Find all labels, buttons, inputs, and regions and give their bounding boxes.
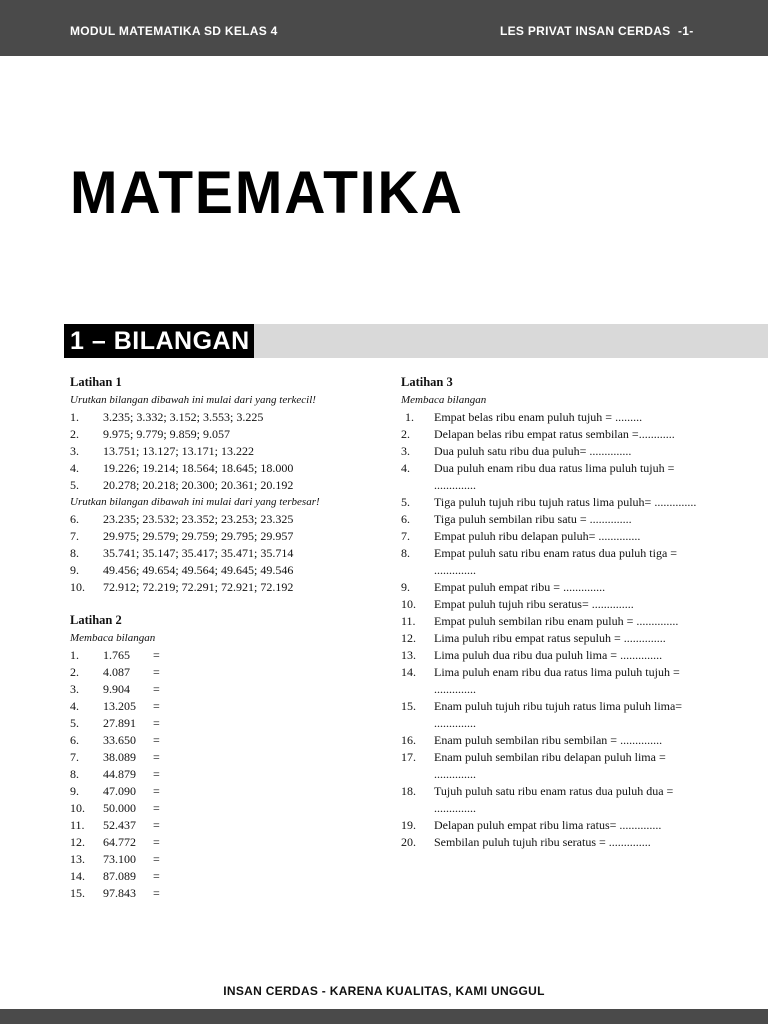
item-text: Empat puluh empat ribu = .............. <box>434 580 606 594</box>
list-item <box>401 426 701 443</box>
item-number: 19. <box>401 818 416 832</box>
item-value: 47.090 <box>103 784 136 798</box>
item-value: 87.089 <box>103 869 136 883</box>
list-item <box>70 426 390 443</box>
item-number: 3. <box>70 444 79 458</box>
list-item <box>401 664 701 698</box>
item-number: 10. <box>70 801 85 815</box>
list-item <box>401 528 701 545</box>
list-item <box>401 460 701 494</box>
item-number: 8. <box>70 767 79 781</box>
list-item <box>70 868 390 885</box>
item-number: 10. <box>70 580 85 594</box>
equals-sign: = <box>153 648 160 662</box>
item-number: 9. <box>70 784 79 798</box>
item-number: 3. <box>70 682 79 696</box>
item-number: 5. <box>70 478 79 492</box>
list-item <box>401 409 701 426</box>
list-item <box>70 528 390 545</box>
item-value: 64.772 <box>103 835 136 849</box>
footer-bar <box>0 1009 768 1024</box>
item-number: 1. <box>405 410 414 424</box>
list-item <box>70 885 390 902</box>
equals-sign: = <box>153 699 160 713</box>
equals-sign: = <box>153 784 160 798</box>
list-item <box>401 613 701 630</box>
item-number: 6. <box>401 512 410 526</box>
item-number: 17. <box>401 750 416 764</box>
item-number: 1. <box>70 410 79 424</box>
item-text: Lima puluh ribu empat ratus sepuluh = .............. <box>434 631 666 645</box>
item-text: Sembilan puluh tujuh ribu seratus = .............. <box>434 835 651 849</box>
item-value: 27.891 <box>103 716 136 730</box>
item-number: 9. <box>401 580 410 594</box>
item-text: Dua puluh enam ribu dua ratus lima puluh tujuh = .............. <box>434 461 675 492</box>
item-value: 13.205 <box>103 699 136 713</box>
list-item <box>401 732 701 749</box>
item-text: 35.741; 35.147; 35.417; 35.471; 35.714 <box>103 546 294 560</box>
page-header <box>0 0 768 56</box>
latihan3-heading: Latihan 3 <box>401 375 453 389</box>
list-item <box>401 630 701 647</box>
list-item <box>401 749 701 783</box>
item-text: Tujuh puluh satu ribu enam ratus dua puluh dua = .............. <box>434 784 674 815</box>
item-text: Lima puluh dua ribu dua puluh lima = .............. <box>434 648 663 662</box>
list-item <box>70 477 390 494</box>
item-number: 15. <box>401 699 416 713</box>
item-value: 4.087 <box>103 665 130 679</box>
item-number: 7. <box>70 750 79 764</box>
item-text: 72.912; 72.219; 72.291; 72.921; 72.192 <box>103 580 294 594</box>
list-item <box>401 443 701 460</box>
item-number: 13. <box>70 852 85 866</box>
item-number: 14. <box>401 665 416 679</box>
item-number: 7. <box>70 529 79 543</box>
module-title: MODUL MATEMATIKA SD KELAS 4 <box>70 24 278 38</box>
item-number: 15. <box>70 886 85 900</box>
list-item <box>70 851 390 868</box>
footer-tagline: INSAN CERDAS - KARENA KUALITAS, KAMI UNGGUL <box>223 984 545 998</box>
list-item <box>401 817 701 834</box>
latihan3-instruction: Membaca bilangan <box>401 394 487 406</box>
item-text: 20.278; 20.218; 20.300; 20.361; 20.192 <box>103 478 294 492</box>
latihan2-instruction: Membaca bilangan <box>70 632 156 644</box>
item-text: Enam puluh sembilan ribu delapan puluh lima = .............. <box>434 750 666 781</box>
list-item <box>70 409 390 426</box>
item-number: 6. <box>70 512 79 526</box>
equals-sign: = <box>153 869 160 883</box>
equals-sign: = <box>153 886 160 900</box>
page-number: -1- <box>678 24 694 38</box>
item-value: 97.843 <box>103 886 136 900</box>
left-column <box>70 374 390 902</box>
list-item <box>70 647 390 664</box>
equals-sign: = <box>153 767 160 781</box>
item-number: 2. <box>401 427 410 441</box>
item-text: Empat puluh ribu delapan puluh= .............. <box>434 529 641 543</box>
item-text: 3.235; 3.332; 3.152; 3.553; 3.225 <box>103 410 264 424</box>
item-text: Delapan puluh empat ribu lima ratus= .............. <box>434 818 662 832</box>
equals-sign: = <box>153 801 160 815</box>
item-number: 4. <box>70 461 79 475</box>
item-number: 14. <box>70 869 85 883</box>
list-item <box>70 800 390 817</box>
list-item <box>70 443 390 460</box>
item-number: 11. <box>401 614 416 628</box>
list-item <box>70 749 390 766</box>
list-item <box>70 817 390 834</box>
list-item <box>70 732 390 749</box>
item-number: 10. <box>401 597 416 611</box>
page-title: MATEMATIKA <box>70 159 464 226</box>
item-value: 44.879 <box>103 767 136 781</box>
item-number: 6. <box>70 733 79 747</box>
list-item <box>401 579 701 596</box>
item-number: 9. <box>70 563 79 577</box>
latihan1-instruction-ascending: Urutkan bilangan dibawah ini mulai dari yang terkecil! <box>70 394 316 406</box>
list-item <box>70 783 390 800</box>
item-number: 13. <box>401 648 416 662</box>
item-text: Tiga puluh sembilan ribu satu = .............. <box>434 512 632 526</box>
list-item <box>401 783 701 817</box>
equals-sign: = <box>153 682 160 696</box>
list-item <box>401 511 701 528</box>
list-item <box>401 596 701 613</box>
list-item <box>401 545 701 579</box>
list-item <box>70 460 390 477</box>
item-number: 5. <box>401 495 410 509</box>
item-number: 12. <box>401 631 416 645</box>
item-number: 18. <box>401 784 416 798</box>
item-text: Empat puluh sembilan ribu enam puluh = .............. <box>434 614 679 628</box>
item-value: 38.089 <box>103 750 136 764</box>
item-text: Lima puluh enam ribu dua ratus lima puluh tujuh = .............. <box>434 665 680 696</box>
item-value: 52.437 <box>103 818 136 832</box>
item-value: 50.000 <box>103 801 136 815</box>
list-item <box>70 834 390 851</box>
item-number: 11. <box>70 818 85 832</box>
equals-sign: = <box>153 750 160 764</box>
item-number: 8. <box>401 546 410 560</box>
item-text: 49.456; 49.654; 49.564; 49.645; 49.546 <box>103 563 294 577</box>
list-item <box>70 664 390 681</box>
item-value: 1.765 <box>103 648 130 662</box>
item-text: Empat puluh tujuh ribu seratus= .............. <box>434 597 634 611</box>
item-number: 16. <box>401 733 416 747</box>
item-text: Enam puluh sembilan ribu sembilan = .............. <box>434 733 663 747</box>
item-text: 29.975; 29.579; 29.759; 29.795; 29.957 <box>103 529 294 543</box>
item-text: Empat puluh satu ribu enam ratus dua puluh tiga = .............. <box>434 546 678 577</box>
item-text: Delapan belas ribu empat ratus sembilan =............ <box>434 427 675 441</box>
item-number: 4. <box>401 461 410 475</box>
list-item <box>401 647 701 664</box>
equals-sign: = <box>153 733 160 747</box>
item-number: 4. <box>70 699 79 713</box>
item-number: 2. <box>70 665 79 679</box>
latihan1-descending-list <box>70 511 390 596</box>
publisher-title: LES PRIVAT INSAN CERDAS <box>500 24 671 38</box>
item-number: 5. <box>70 716 79 730</box>
item-text: Empat belas ribu enam puluh tujuh = ......... <box>434 410 643 424</box>
list-item <box>70 698 390 715</box>
item-text: 9.975; 9.779; 9.859; 9.057 <box>103 427 231 441</box>
latihan2-list <box>70 647 390 902</box>
list-item <box>401 698 701 732</box>
item-value: 9.904 <box>103 682 130 696</box>
item-number: 7. <box>401 529 410 543</box>
list-item <box>70 545 390 562</box>
list-item <box>70 579 390 596</box>
item-number: 3. <box>401 444 410 458</box>
latihan3-list <box>401 409 701 851</box>
item-text: Dua puluh satu ribu dua puluh= .............. <box>434 444 632 458</box>
list-item <box>401 494 701 511</box>
equals-sign: = <box>153 665 160 679</box>
latihan1-heading: Latihan 1 <box>70 375 122 389</box>
item-number: 20. <box>401 835 416 849</box>
item-text: Tiga puluh tujuh ribu tujuh ratus lima puluh= .............. <box>434 495 697 509</box>
list-item <box>70 511 390 528</box>
latihan1-ascending-list <box>70 409 390 494</box>
item-value: 73.100 <box>103 852 136 866</box>
list-item <box>70 562 390 579</box>
item-number: 1. <box>70 648 79 662</box>
item-number: 8. <box>70 546 79 560</box>
latihan2-heading: Latihan 2 <box>70 613 122 627</box>
equals-sign: = <box>153 835 160 849</box>
item-text: 13.751; 13.127; 13.171; 13.222 <box>103 444 255 458</box>
item-text: 19.226; 19.214; 18.564; 18.645; 18.000 <box>103 461 294 475</box>
item-value: 33.650 <box>103 733 136 747</box>
right-column <box>401 374 701 851</box>
item-text: Enam puluh tujuh ribu tujuh ratus lima puluh lima= .............. <box>434 699 683 730</box>
latihan1-instruction-descending: Urutkan bilangan dibawah ini mulai dari yang terbesar! <box>70 496 320 508</box>
equals-sign: = <box>153 818 160 832</box>
equals-sign: = <box>153 852 160 866</box>
section-title: 1 – BILANGAN <box>64 324 254 358</box>
item-number: 12. <box>70 835 85 849</box>
equals-sign: = <box>153 716 160 730</box>
item-text: 23.235; 23.532; 23.352; 23.253; 23.325 <box>103 512 294 526</box>
list-item <box>70 681 390 698</box>
list-item <box>70 715 390 732</box>
list-item <box>401 834 701 851</box>
list-item <box>70 766 390 783</box>
item-number: 2. <box>70 427 79 441</box>
